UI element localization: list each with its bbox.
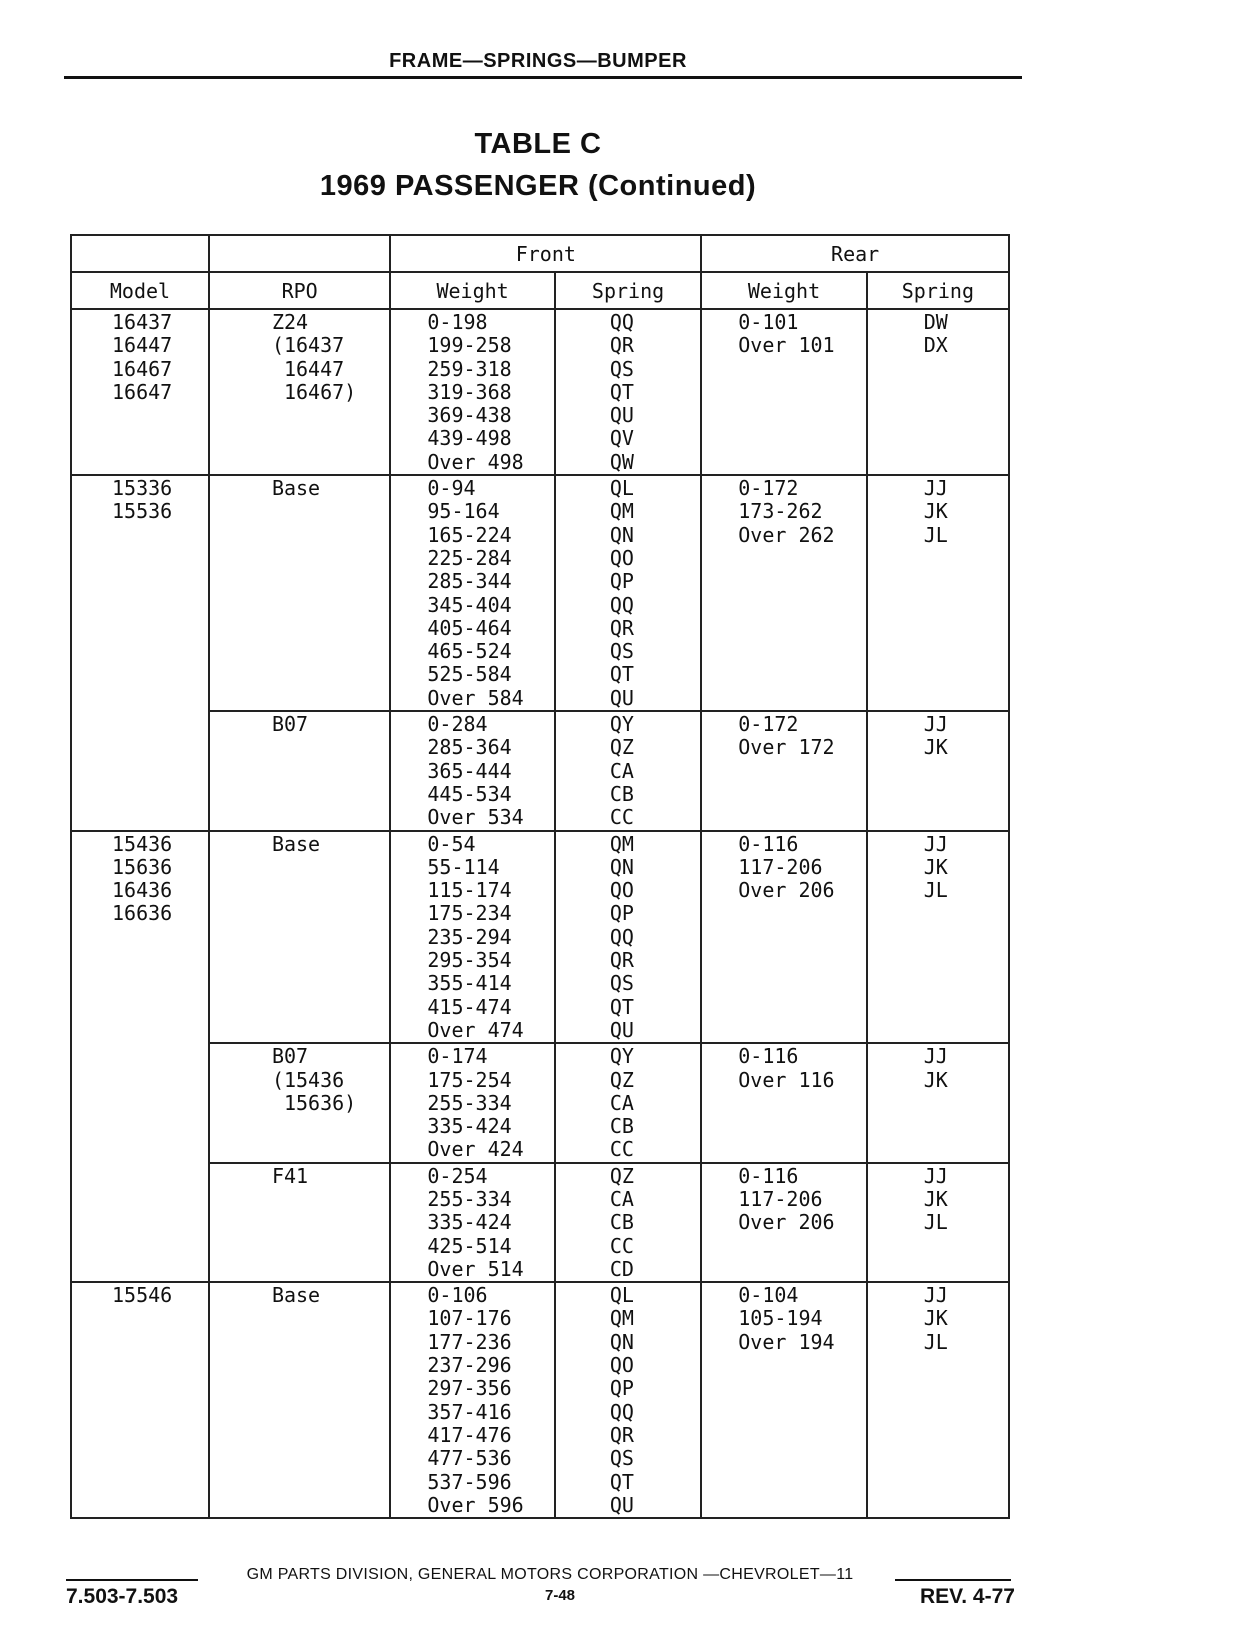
cell-line: QO xyxy=(609,1353,634,1378)
cell-line: QS xyxy=(609,356,634,381)
model-cell xyxy=(71,309,209,475)
cell-line: CD xyxy=(609,1256,634,1281)
cell-line: QT xyxy=(609,662,634,687)
cell-line: CA xyxy=(609,758,634,783)
cell-line: 0-104 xyxy=(738,1283,799,1308)
cell-line: QP xyxy=(609,1376,634,1401)
front-spring-cell xyxy=(555,831,701,1044)
cell-line: 0-116 xyxy=(738,1163,799,1188)
cell-line: QR xyxy=(609,333,634,358)
cell-line: QS xyxy=(609,971,634,996)
front-spring-cell xyxy=(555,1043,701,1162)
footer-rule-left xyxy=(66,1579,198,1581)
cell-line: JK xyxy=(923,1067,948,1092)
header-front: Front xyxy=(390,235,701,272)
cell-line: QT xyxy=(609,379,634,404)
cell-line: Over 194 xyxy=(738,1329,835,1354)
cell-line: CC xyxy=(609,1233,634,1258)
cell-line: QL xyxy=(609,1283,634,1308)
cell-line: JJ xyxy=(923,476,948,501)
cell-line: 0-106 xyxy=(427,1283,488,1308)
cell-line: 16437 xyxy=(112,310,173,334)
cell-line: 477-536 xyxy=(427,1446,512,1471)
cell-line: QO xyxy=(609,878,634,903)
cell-line: 115-174 xyxy=(427,878,512,903)
rear-spring-cell xyxy=(867,475,1009,711)
cell-line: QT xyxy=(609,1469,634,1494)
cell-line: 295-354 xyxy=(427,948,512,973)
page-header-title: FRAME—SPRINGS—BUMPER xyxy=(389,50,687,72)
header-rear: Rear xyxy=(701,235,1009,272)
rear-weight-cell xyxy=(701,309,867,475)
rear-weight-cell xyxy=(701,1282,867,1518)
front-spring-cell xyxy=(555,711,701,830)
cell-line: Over 262 xyxy=(738,522,835,547)
rear-weight-cell xyxy=(701,1043,867,1162)
rear-weight-cell xyxy=(701,475,867,711)
table-row xyxy=(71,1282,1009,1518)
table-subtitle: 1969 PASSENGER (Continued) xyxy=(319,170,757,202)
cell-line: 15536 xyxy=(112,499,173,524)
cell-line: B07 xyxy=(271,712,309,737)
front-spring-cell xyxy=(555,475,701,711)
cell-line: Over 474 xyxy=(427,1017,524,1042)
cell-line: CB xyxy=(609,1114,634,1139)
cell-line: 525-584 xyxy=(427,662,512,687)
cell-line: 16447 xyxy=(112,333,173,358)
cell-line: 335-424 xyxy=(427,1210,512,1235)
header-rule xyxy=(64,76,1022,79)
footer-revision: REV. 4-77 xyxy=(920,1585,1015,1608)
rpo-cell xyxy=(209,1163,390,1282)
cell-line: 355-414 xyxy=(427,971,512,996)
cell-line: CA xyxy=(609,1186,634,1211)
cell-line: 537-596 xyxy=(427,1469,512,1494)
footer-rule-right xyxy=(895,1579,1011,1581)
rear-weight-cell xyxy=(701,1163,867,1282)
column-header-front-weight: Weight xyxy=(390,272,554,309)
cell-line: 345-404 xyxy=(427,592,512,617)
table-row xyxy=(71,711,1009,830)
cell-line: QP xyxy=(609,901,634,926)
cell-line: B07 xyxy=(271,1044,309,1069)
cell-line: 0-101 xyxy=(738,310,799,334)
cell-line: QN xyxy=(609,1329,634,1354)
column-header-front-spring: Spring xyxy=(555,272,701,309)
cell-line: QR xyxy=(609,1422,634,1447)
cell-line: 415-474 xyxy=(427,994,512,1019)
cell-line: QZ xyxy=(609,735,634,760)
cell-line: 237-296 xyxy=(427,1353,512,1378)
cell-line: CC xyxy=(609,1137,634,1162)
cell-line: Base xyxy=(271,476,321,501)
footer-page-number: 7-48 xyxy=(544,1587,576,1604)
cell-line: Over 534 xyxy=(427,805,524,830)
rear-weight-cell xyxy=(701,711,867,830)
cell-line: CA xyxy=(609,1090,634,1115)
front-weight-cell xyxy=(390,711,554,830)
cell-line: 0-198 xyxy=(427,310,488,334)
model-cell xyxy=(71,1282,209,1518)
cell-line: JK xyxy=(923,1186,948,1211)
cell-line: Over 206 xyxy=(738,878,835,903)
cell-line: 0-54 xyxy=(427,831,476,856)
cell-line: 285-344 xyxy=(427,569,512,594)
rear-spring-cell xyxy=(867,831,1009,1044)
cell-line: 439-498 xyxy=(427,426,512,451)
cell-line: QZ xyxy=(609,1163,634,1188)
cell-line: QU xyxy=(609,403,634,428)
cell-line: 16647 xyxy=(112,379,173,404)
cell-line: 165-224 xyxy=(427,522,512,547)
cell-line: JJ xyxy=(923,831,948,856)
cell-line: Over 101 xyxy=(738,333,835,358)
rpo-cell xyxy=(209,1043,390,1162)
cell-line: JK xyxy=(923,854,948,879)
cell-line: 357-416 xyxy=(427,1399,512,1424)
rear-spring-cell xyxy=(867,1282,1009,1518)
cell-line: 0-284 xyxy=(427,712,488,737)
cell-line: 259-318 xyxy=(427,356,512,381)
front-spring-cell xyxy=(555,1163,701,1282)
cell-line: QO xyxy=(609,545,634,570)
cell-line: QQ xyxy=(609,592,634,617)
cell-line: 285-364 xyxy=(427,735,512,760)
cell-line: 235-294 xyxy=(427,924,512,949)
footer-section-number: 7.503-7.503 xyxy=(66,1585,179,1608)
cell-line: Base xyxy=(271,1283,321,1308)
header-blank xyxy=(209,235,390,272)
cell-line: Over 206 xyxy=(738,1210,835,1235)
front-weight-cell xyxy=(390,475,554,711)
cell-line: QW xyxy=(609,449,634,474)
cell-line: JJ xyxy=(923,1283,948,1308)
cell-line: 177-236 xyxy=(427,1329,512,1354)
header-blank xyxy=(71,235,209,272)
front-weight-cell xyxy=(390,831,554,1044)
rpo-cell xyxy=(209,475,390,711)
cell-line: QQ xyxy=(609,310,634,334)
cell-line: 0-172 xyxy=(738,476,799,501)
cell-line: Over 172 xyxy=(738,735,835,760)
cell-line: 0-116 xyxy=(738,1044,799,1069)
cell-line: 465-524 xyxy=(427,639,512,664)
cell-line: 16436 xyxy=(112,878,173,903)
cell-line: JL xyxy=(923,878,948,903)
cell-line: 0-116 xyxy=(738,831,799,856)
front-weight-cell xyxy=(390,1282,554,1518)
cell-line: 175-234 xyxy=(427,901,512,926)
cell-line: 425-514 xyxy=(427,1233,512,1258)
cell-line: Over 498 xyxy=(427,449,524,474)
cell-line: JJ xyxy=(923,712,948,737)
cell-line: 15636) xyxy=(271,1090,357,1115)
rear-spring-cell xyxy=(867,1163,1009,1282)
cell-line: QM xyxy=(609,831,634,856)
cell-line: 117-206 xyxy=(738,854,823,879)
cell-line: DX xyxy=(923,333,948,358)
cell-line: 95-164 xyxy=(427,499,500,524)
cell-line: QU xyxy=(609,1492,634,1517)
cell-line: QU xyxy=(609,1017,634,1042)
cell-line: Z24 xyxy=(271,310,309,334)
column-header-rpo: RPO xyxy=(209,272,390,309)
cell-line: Over 116 xyxy=(738,1067,835,1092)
front-weight-cell xyxy=(390,309,554,475)
rear-spring-cell xyxy=(867,309,1009,475)
cell-line: 445-534 xyxy=(427,781,512,806)
cell-line: JL xyxy=(923,1210,948,1235)
cell-line: QU xyxy=(609,685,634,710)
table-row xyxy=(71,1043,1009,1162)
cell-line: QT xyxy=(609,994,634,1019)
front-spring-cell xyxy=(555,309,701,475)
cell-line: QR xyxy=(609,948,634,973)
cell-line: QL xyxy=(609,476,634,501)
cell-line: QP xyxy=(609,569,634,594)
cell-line: 15636 xyxy=(112,854,173,879)
cell-line: 319-368 xyxy=(427,379,512,404)
cell-line: 225-284 xyxy=(427,545,512,570)
cell-line: 0-174 xyxy=(427,1044,488,1069)
cell-line: QM xyxy=(609,499,634,524)
cell-line: Over 584 xyxy=(427,685,524,710)
front-weight-cell xyxy=(390,1163,554,1282)
table-body xyxy=(71,309,1009,1518)
cell-line: 405-464 xyxy=(427,615,512,640)
cell-line: JJ xyxy=(923,1044,948,1069)
model-cell xyxy=(71,831,209,1283)
table-row xyxy=(71,309,1009,475)
cell-line: CB xyxy=(609,1210,634,1235)
rpo-cell xyxy=(209,831,390,1044)
cell-line: 0-172 xyxy=(738,712,799,737)
cell-line: QN xyxy=(609,522,634,547)
column-header-rear-spring: Spring xyxy=(867,272,1009,309)
cell-line: (16437 xyxy=(271,333,345,358)
cell-line: 335-424 xyxy=(427,1114,512,1139)
cell-line: QM xyxy=(609,1306,634,1331)
rear-spring-cell xyxy=(867,1043,1009,1162)
rpo-cell xyxy=(209,309,390,475)
cell-line: 365-444 xyxy=(427,758,512,783)
footer-publisher: GM PARTS DIVISION, GENERAL MOTORS CORPORATION —CHEVROLET—11 xyxy=(246,1566,854,1583)
cell-line: (15436 xyxy=(271,1067,345,1092)
cell-line: 16636 xyxy=(112,901,173,926)
column-header-rear-weight: Weight xyxy=(701,272,867,309)
cell-line: QS xyxy=(609,639,634,664)
cell-line: 15436 xyxy=(112,831,173,856)
cell-line: 0-254 xyxy=(427,1163,488,1188)
cell-line: JJ xyxy=(923,1163,948,1188)
cell-line: DW xyxy=(923,310,948,334)
cell-line: Over 596 xyxy=(427,1492,524,1517)
table-row xyxy=(71,1163,1009,1282)
cell-line: 369-438 xyxy=(427,403,512,428)
cell-line: JK xyxy=(923,499,948,524)
cell-line: 255-334 xyxy=(427,1090,512,1115)
cell-line: 16467) xyxy=(271,379,357,404)
cell-line: 0-94 xyxy=(427,476,476,501)
cell-line: 173-262 xyxy=(738,499,823,524)
cell-line: 16447 xyxy=(271,356,345,381)
cell-line: QY xyxy=(609,712,634,737)
cell-line: 15546 xyxy=(112,1283,173,1308)
cell-line: JL xyxy=(923,1329,948,1354)
cell-line: QV xyxy=(609,426,634,451)
cell-line: QN xyxy=(609,854,634,879)
cell-line: 16467 xyxy=(112,356,173,381)
rear-spring-cell xyxy=(867,711,1009,830)
rpo-cell xyxy=(209,711,390,830)
table-row xyxy=(71,475,1009,711)
cell-line: QY xyxy=(609,1044,634,1069)
cell-line: Over 514 xyxy=(427,1256,524,1281)
cell-line: 107-176 xyxy=(427,1306,512,1331)
cell-line: Over 424 xyxy=(427,1137,524,1162)
table-row xyxy=(71,831,1009,1044)
column-header-model: Model xyxy=(71,272,209,309)
cell-line: 117-206 xyxy=(738,1186,823,1211)
cell-line: Base xyxy=(271,831,321,856)
cell-line: 199-258 xyxy=(427,333,512,358)
cell-line: 297-356 xyxy=(427,1376,512,1401)
cell-line: 15336 xyxy=(112,476,173,501)
cell-line: JL xyxy=(923,522,948,547)
cell-line: 255-334 xyxy=(427,1186,512,1211)
cell-line: JK xyxy=(923,1306,948,1331)
front-weight-cell xyxy=(390,1043,554,1162)
cell-line: CC xyxy=(609,805,634,830)
front-spring-cell xyxy=(555,1282,701,1518)
spring-spec-table xyxy=(70,234,1010,1519)
rear-weight-cell xyxy=(701,831,867,1044)
cell-line: QR xyxy=(609,615,634,640)
cell-line: 417-476 xyxy=(427,1422,512,1447)
cell-line: QQ xyxy=(609,924,634,949)
model-cell xyxy=(71,475,209,830)
cell-line: QS xyxy=(609,1446,634,1471)
cell-line: JK xyxy=(923,735,948,760)
cell-line: 175-254 xyxy=(427,1067,512,1092)
cell-line: F41 xyxy=(271,1163,309,1188)
table-title: TABLE C xyxy=(474,128,602,160)
cell-line: QQ xyxy=(609,1399,634,1424)
cell-line: 55-114 xyxy=(427,854,500,879)
cell-line: QZ xyxy=(609,1067,634,1092)
rpo-cell xyxy=(209,1282,390,1518)
cell-line: CB xyxy=(609,781,634,806)
cell-line: 105-194 xyxy=(738,1306,823,1331)
